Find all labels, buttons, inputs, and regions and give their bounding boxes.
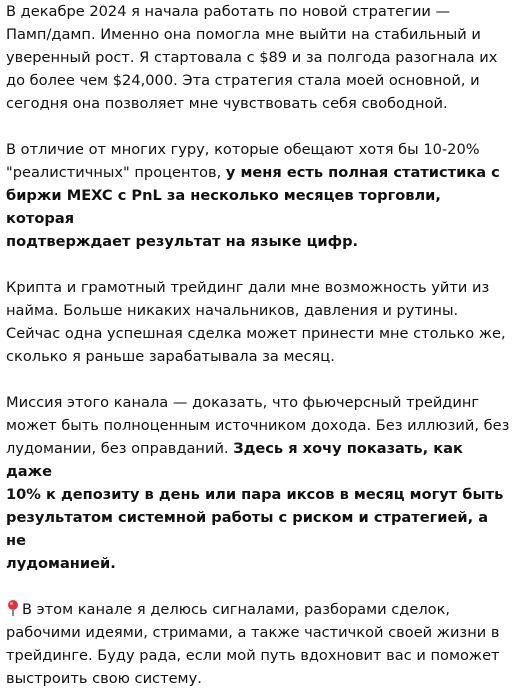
paragraph-2-bold: у меня есть полная статистика с биржи MEXC с PnL за несколько месяцев торговли, которая подтверждает результат на языке цифр (6, 164, 500, 250)
post-paragraph-1: В декабре 2024 я начала работать по новой стратегии — Памп/дамп. Именно она помогла мне выйти на стабильный и уверенный рост. Я стартовала с $89 и за полгода разогнала их до более чем $24,000. Эта стратегия стала моей основной, и сегодня она позволяет мне чувствовать себя свободной. (6, 3, 498, 112)
post-paragraph-3: Крипта и грамотный трейдинг дали мне возможность уйти из найма. Больше никаких начальников, давления и рутины. Сейчас одна успешная сделка может принести мне столько же, сколько я раньше зарабатывала за месяц. (6, 279, 506, 365)
paragraph-spacer (6, 368, 511, 391)
post-paragraph-2 (6, 138, 511, 253)
channel-post (6, 0, 511, 690)
post-paragraph-4 (6, 391, 511, 575)
post-paragraph-5 (6, 598, 511, 690)
paragraph-4-end: . (110, 555, 116, 572)
paragraph-5-text: В этом канале я делюсь сигналами, разборами сделок, рабочими идеями, стримами, а также частичкой своей жизни в трейдинге. Буду рада, если мой путь вдохновит вас и поможет выстроить свою систему. (6, 601, 500, 687)
paragraph-4-plain: Миссия этого канала — доказать, что фьючерсный трейдинг может быть полноценным источником дохода. Без иллюзий, без лудомании, без оправданий. (6, 394, 510, 457)
paragraph-2-end: . (352, 233, 359, 250)
paragraph-4-bold: Здесь я хочу показать, как даже 10% к депозиту в день или пара иксов в месяц могут быть результатом системной работы с риском и стратегией, а не лудоманией (6, 440, 504, 572)
paragraph-2-plain: В отличие от многих гуру, которые обещают хотя бы 10-20% "реалистичных" процентов, (6, 141, 480, 181)
paragraph-spacer (6, 115, 511, 138)
round-pushpin-icon (6, 600, 20, 616)
paragraph-spacer (6, 253, 511, 276)
paragraph-spacer (6, 575, 511, 598)
